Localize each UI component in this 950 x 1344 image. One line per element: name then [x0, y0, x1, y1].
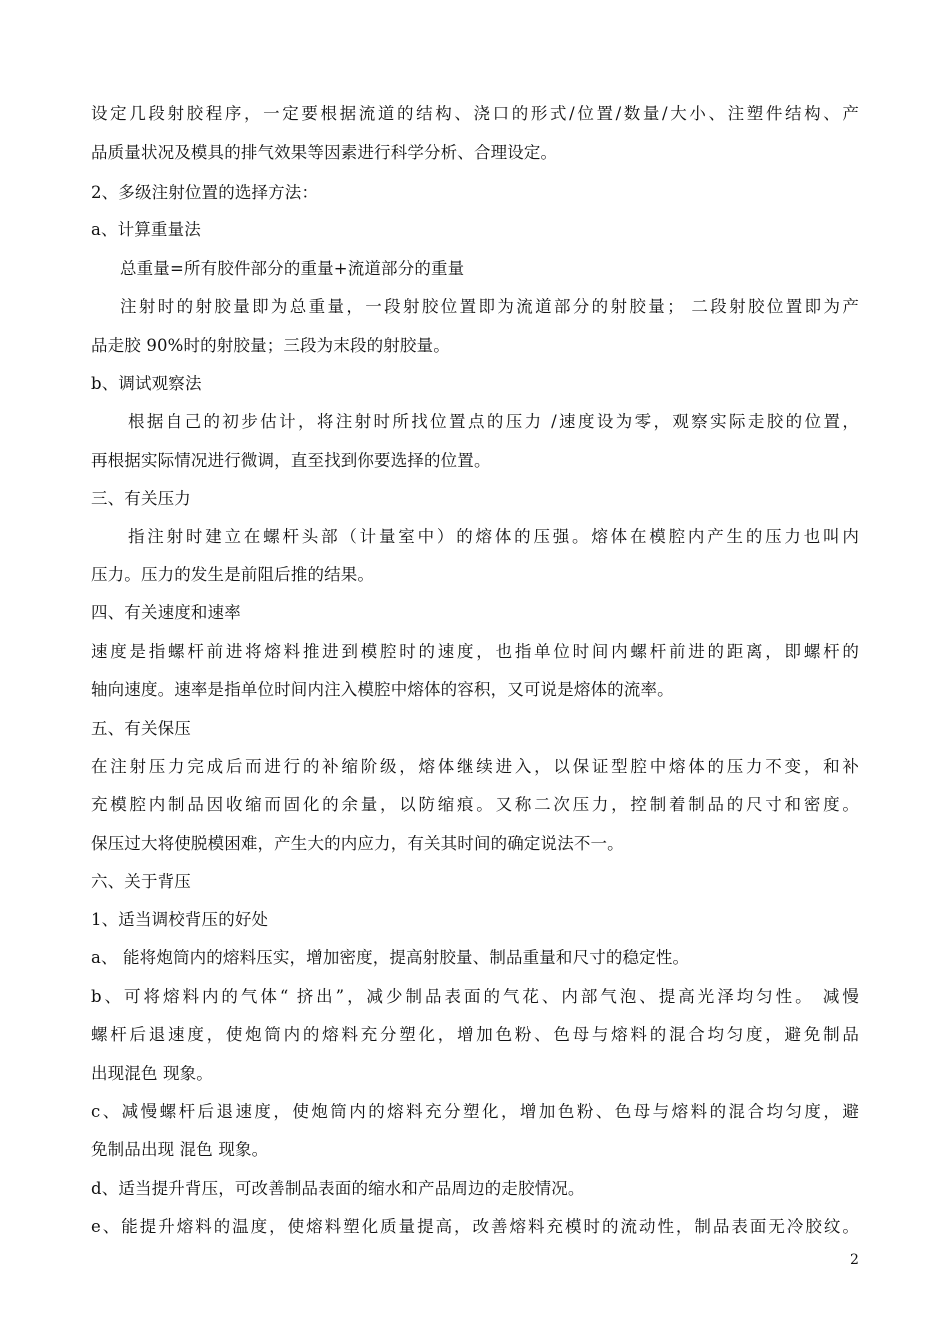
subsection-heading: b、调试观察法 [91, 374, 202, 393]
section-heading: 2、多级注射位置的选择方法： [91, 183, 319, 202]
text-line: 充模腔内制品因收缩而固化的余量，以防缩痕。又称二次压力，控制着制品的尺寸和密度。 [91, 795, 859, 814]
text-line: 注射时的射胶量即为总重量，一段射胶位置即为流道部分的射胶量； 二段射胶位置即为产 [120, 297, 859, 316]
text-line: 轴向速度。速率是指单位时间内注入模腔中熔体的容积，又可说是熔体的流率。 [91, 680, 674, 699]
text-line: 品质量状况及模具的排气效果等因素进行科学分析、合理设定。 [91, 143, 558, 162]
subsection-heading: 1、适当调校背压的好处 [91, 910, 269, 929]
text-line: 出现混色 现象。 [91, 1064, 213, 1083]
page-number: 2 [850, 1252, 859, 1268]
section-heading: 五、有关保压 [91, 719, 191, 738]
text-line: 压力。压力的发生是前阻后推的结果。 [91, 565, 375, 584]
text-line: 螺杆后退速度，使炮筒内的熔料充分塑化，增加色粉、色母与熔料的混合均匀度，避免制品 [91, 1025, 859, 1044]
text-line: 根据自己的初步估计，将注射时所找位置点的压力 /速度设为零，观察实际走胶的位置， [128, 412, 859, 431]
list-item: c、减慢螺杆后退速度，使炮筒内的熔料充分塑化，增加色粉、色母与熔料的混合均匀度，避 [91, 1102, 859, 1121]
text-line: 在注射压力完成后而进行的补缩阶级，熔体继续进入，以保证型腔中熔体的压力不变，和补 [91, 757, 859, 776]
text-line: 保压过大将使脱模困难，产生大的内应力，有关其时间的确定说法不一。 [91, 834, 624, 853]
list-item: e、能提升熔料的温度，使熔料塑化质量提高，改善熔料充模时的流动性，制品表面无冷胶纹。 [91, 1217, 859, 1236]
section-heading: 四、有关速度和速率 [91, 603, 241, 622]
text-line: 品走胶 90%时的射胶量；三段为末段的射胶量。 [91, 336, 450, 355]
text-line: 指注射时建立在螺杆头部（计量室中）的熔体的压强。熔体在模腔内产生的压力也叫内 [128, 527, 859, 546]
list-item: b、可将熔料内的气体“ 挤出”，减少制品表面的气花、内部气泡、提高光泽均匀性。 减慢 [91, 987, 859, 1006]
section-heading: 六、关于背压 [91, 872, 191, 891]
text-line: 免制品出现 混色 现象。 [91, 1140, 269, 1159]
list-item: a、 能将炮筒内的熔料压实，增加密度，提高射胶量、制品重量和尺寸的稳定性。 [91, 948, 690, 967]
text-line: 设定几段射胶程序，一定要根据流道的结构、浇口的形式/位置/数量/大小、注塑件结构、产 [91, 104, 859, 123]
list-item: d、适当提升背压，可改善制品表面的缩水和产品周边的走胶情况。 [91, 1179, 585, 1198]
subsection-heading: a、计算重量法 [91, 220, 201, 239]
section-heading: 三、有关压力 [91, 489, 191, 508]
formula-line: 总重量=所有胶件部分的重量+流道部分的重量 [120, 259, 465, 278]
text-line: 再根据实际情况进行微调，直至找到你要选择的位置。 [91, 451, 491, 470]
text-line: 速度是指螺杆前进将熔料推进到模腔时的速度，也指单位时间内螺杆前进的距离，即螺杆的 [91, 642, 859, 661]
